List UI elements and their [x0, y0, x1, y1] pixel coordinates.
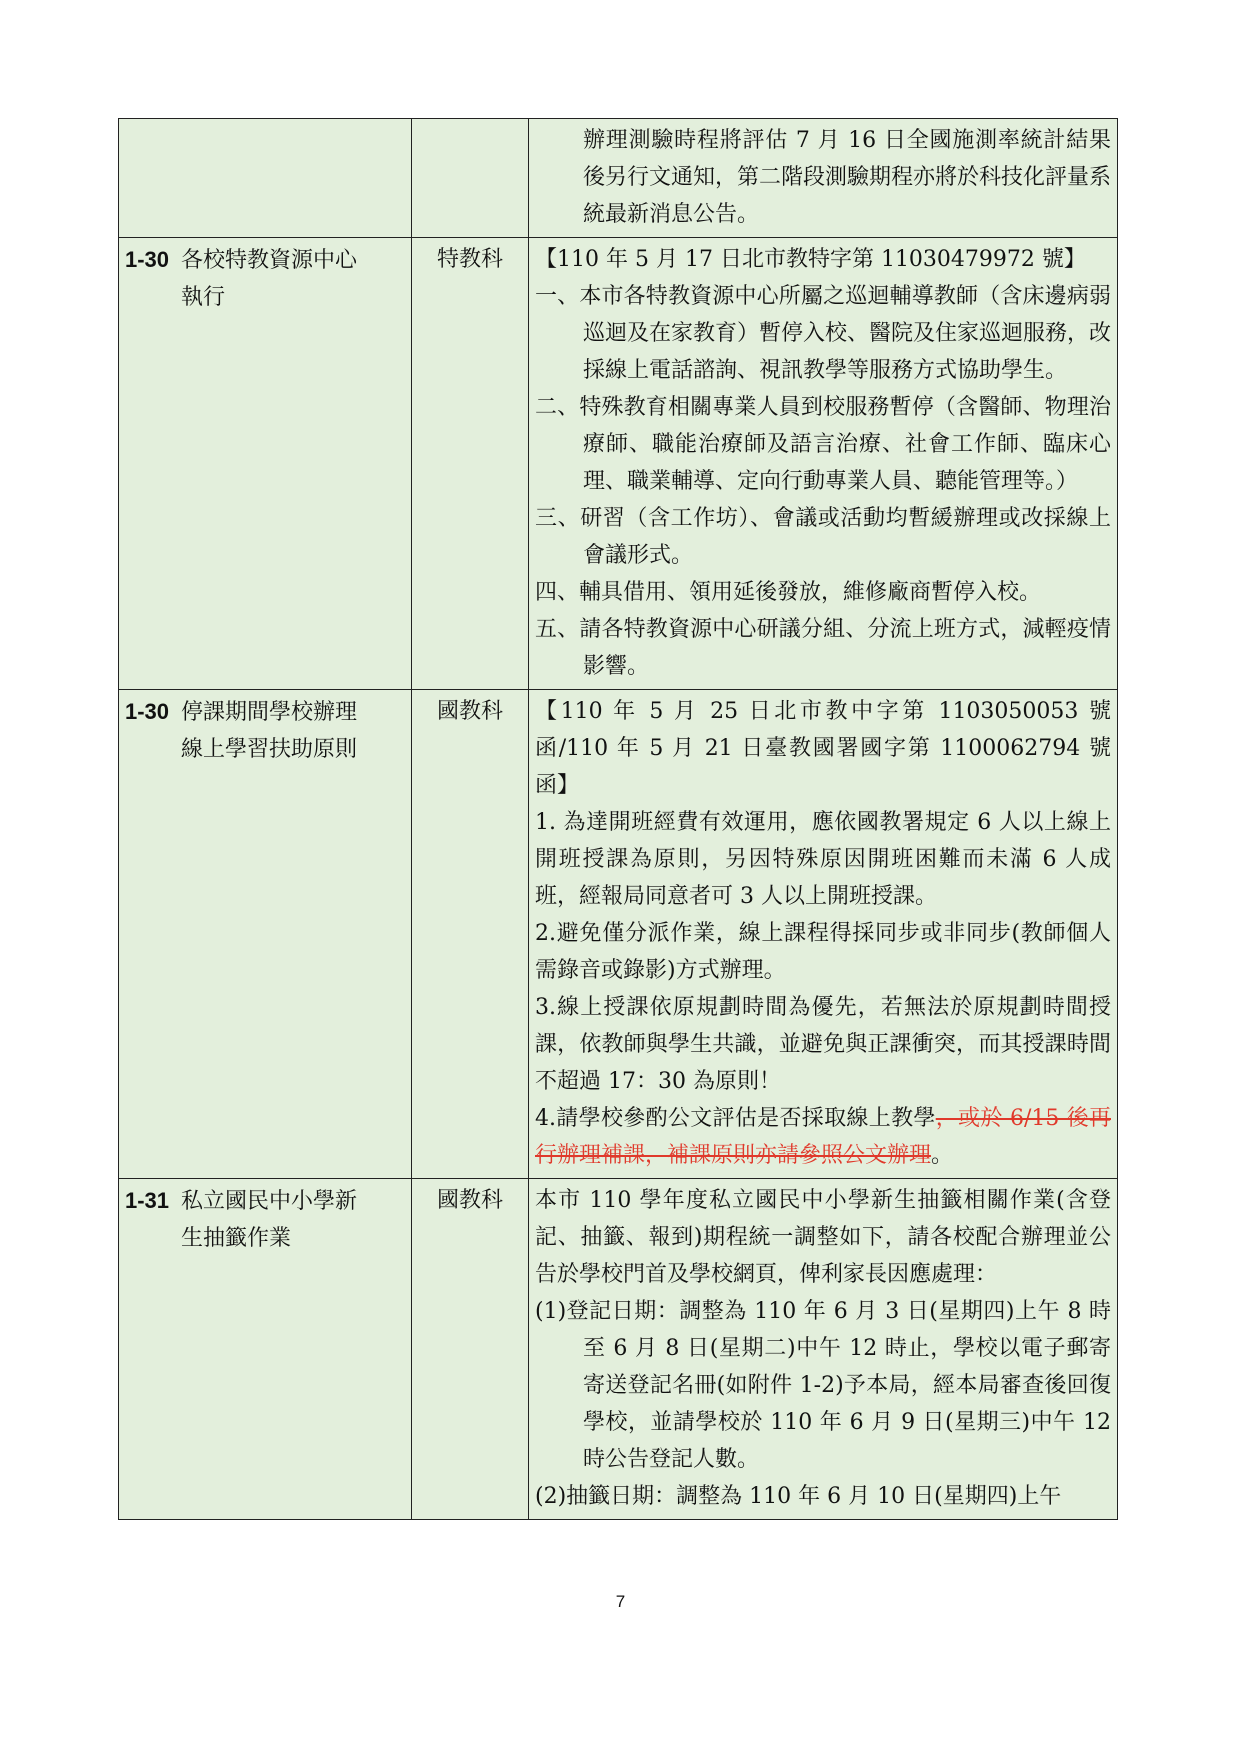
content-cell: [529, 690, 1118, 1179]
item-title-cell: [119, 690, 412, 1179]
list-item: 五、請各特教資源中心研議分組、分流上班方式，減輕疫情影響。: [535, 617, 1111, 679]
content-cell: [529, 119, 1118, 238]
list-item: 2.避免僅分派作業，線上課程得採同步或非同步(教師個人需錄音或錄影)方式辦理。: [535, 921, 1111, 983]
item-title: 各校特教資源中心: [181, 248, 358, 273]
table-row: [119, 690, 1118, 1179]
list-item: 二、特殊教育相關專業人員到校服務暫停（含醫師、物理治療師、職能治療師及語言治療、社會工作師、臨床心理、職業輔導、定向行動專業人員、聽能管理等。）: [535, 395, 1111, 494]
list-item: 四、輔具借用、領用延後發放，維修廠商暫停入校。: [535, 580, 1042, 605]
intro-paragraph: 本市 110 學年度私立國民中小學新生抽籤相關作業(含登記、抽籤、報到)期程統一調整如下，請各校配合辦理並公告於學校門首及學校網頁，俾利家長因應處理：: [535, 1188, 1111, 1287]
page-number: 7: [615, 1592, 626, 1611]
dept-name: 特教科: [436, 247, 503, 272]
dept-cell: [412, 690, 529, 1179]
item-title-continued: 生抽籤作業: [181, 1226, 292, 1251]
dept-name: 國教科: [436, 1188, 503, 1213]
list-item: (2)抽籤日期：調整為 110 年 6 月 10 日(星期四)上午: [535, 1484, 1062, 1509]
dept-cell: [412, 119, 529, 238]
item-number: 1-30: [125, 247, 170, 272]
list-item: [535, 1100, 1111, 1174]
struck-through-text: ，或於 6/15 後再行辦理補課，補課原則亦請參照公文辦理: [535, 1106, 1111, 1168]
table-row: [119, 119, 1118, 238]
dept-cell: [412, 238, 529, 690]
list-item: (1)登記日期：調整為 110 年 6 月 3 日(星期四)上午 8 時至 6 月 8 日(星期二)中午 12 時止，學校以電子郵寄寄送登記名冊(如附件 1-2)予本局，經本局審查後回復學校，並請學校於 110 年 6 月 9 日(星期三)中午 12 時公告登記人數。: [535, 1299, 1111, 1472]
continued-text: 辦理測驗時程將評估 7 月 16 日全國施測率統計結果後另行文通知，第二階段測驗期程亦將於科技化評量系統最新消息公告。: [583, 128, 1112, 227]
table-row: [119, 238, 1118, 690]
list-item: 3.線上授課依原規劃時間為優先，若無法於原規劃時間授課，依教師與學生共識，並避免與正課衝突，而其授課時間不超過 17：30 為原則！: [535, 995, 1111, 1094]
document-reference: 【110 年 5 月 25 日北市教中字第 1103050053 號函/110 年 5 月 21 日臺教國署國字第 1100062794 號函】: [535, 699, 1111, 798]
content-cell: [529, 1179, 1118, 1520]
table-row: [119, 1179, 1118, 1520]
item-title: 停課期間學校辦理: [181, 700, 358, 725]
content-cell: [529, 238, 1118, 690]
dept-name: 國教科: [436, 699, 503, 724]
item-title-cell: [119, 119, 412, 238]
document-reference: 【110 年 5 月 17 日北市教特字第 11030479972 號】: [535, 247, 1086, 272]
item-title-cell: [119, 1179, 412, 1520]
item-title-continued: 線上學習扶助原則: [181, 737, 358, 762]
list-item: 1. 為達開班經費有效運用，應依國教署規定 6 人以上線上開班授課為原則，另因特殊原因開班困難而未滿 6 人成班，經報局同意者可 3 人以上開班授課。: [535, 810, 1111, 909]
list-item: 一、本市各特教資源中心所屬之巡迴輔導教師（含床邊病弱巡迴及在家教育）暫停入校、醫院及住家巡迴服務，改採線上電話諮詢、視訊教學等服務方式協助學生。: [535, 284, 1112, 383]
item-number: 1-31: [125, 1188, 170, 1213]
item-number: 1-30: [125, 699, 170, 724]
item-title-cell: [119, 238, 412, 690]
item-title-continued: 執行: [181, 285, 226, 310]
notice-table: [118, 118, 1118, 1520]
list-item-end: 。: [931, 1143, 954, 1168]
item-title: 私立國民中小學新: [181, 1189, 358, 1214]
list-item: 三、研習（含工作坊）、會議或活動均暫緩辦理或改採線上會議形式。: [535, 506, 1111, 568]
list-item-text: 4.請學校參酌公文評估是否採取線上教學: [535, 1106, 936, 1131]
dept-cell: [412, 1179, 529, 1520]
